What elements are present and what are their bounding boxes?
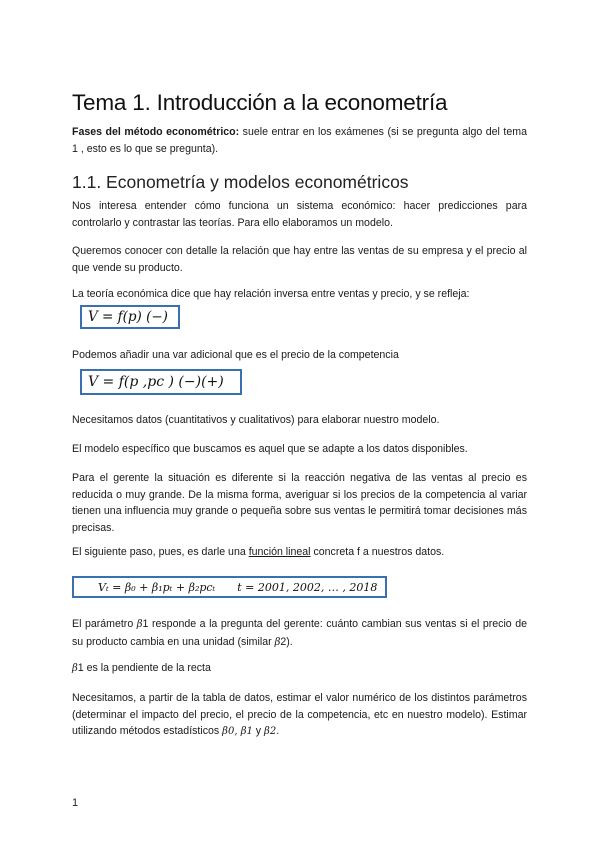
intro-bold-label: Fases del método econométrico: (72, 126, 240, 138)
paragraph-11 (72, 690, 527, 741)
paragraph-5: Necesitamos datos (cuantitativos y cualitativos) para elaborar nuestro modelo. (72, 414, 440, 426)
linear-model-time-range: t = 2001, 2002, … , 2018 (237, 580, 378, 594)
paragraph-10 (72, 660, 527, 678)
paragraph-4: Podemos añadir una var adicional que es el precio de la competencia (72, 349, 399, 361)
paragraph-8-text-b: concreta f a nuestros datos. (310, 546, 445, 558)
section-title: 1.1. Econometría y modelos econométricos (72, 172, 409, 192)
paragraph-11-conj: y (252, 725, 265, 737)
page-number: 1 (72, 797, 79, 809)
paragraph-6: El modelo específico que buscamos es aquel que se adapte a los datos disponibles. (72, 443, 468, 455)
paragraph-1: Nos interesa entender cómo funciona un sistema económico: hacer predicciones para controlarlo y contrastar las teorías. Para ello elaboramos un modelo. (72, 200, 527, 229)
linear-model-equation: Vₜ = β₀ + β₁pₜ + β₂pcₜ (98, 580, 216, 594)
linear-function-link[interactable]: función lineal (248, 546, 311, 558)
intro-text: suele entrar en los exámenes (si se pregunta algo del tema 1 , esto es lo que se pregunta). (72, 126, 527, 155)
beta-symbol: β (274, 636, 281, 648)
paragraph-9-text-c: 2). (280, 635, 293, 648)
paragraph-2: Queremos conocer con detalle la relación que hay entre las ventas de su empresa y el precio al que vende su producto. (72, 245, 527, 274)
paragraph-9 (72, 616, 527, 651)
intro-paragraph (72, 124, 527, 157)
formula-box-linear-model (72, 576, 387, 598)
paragraph-3: La teoría económica dice que hay relación inversa entre ventas y precio, y se refleja: (72, 288, 470, 300)
paragraph-11-end: . (276, 725, 280, 737)
beta-symbol: β (136, 619, 143, 630)
paragraph-8 (72, 544, 527, 561)
paragraph-9-text-a: El parámetro (72, 618, 137, 630)
paragraph-10-text: 1 es la pendiente de la recta (77, 662, 211, 674)
beta0-symbol: β0, (222, 726, 241, 737)
formula-box-demand-competition: V = f(p ,pc ) (−)(+) (80, 369, 242, 395)
formula-box-demand: V = f(p) (−) (80, 305, 180, 329)
beta2-symbol: β2 (264, 726, 277, 737)
paragraph-8-text-a: El siguiente paso, pues, es darle una (72, 546, 249, 558)
paragraph-7: Para el gerente la situación es diferente si la reacción negativa de las ventas al precio es reducida o muy grande. De la misma forma, averiguar si los precios de la competencia al variar tienen una influencia muy grande o pequeña sobre sus ventas le permitirá tomar decisiones más precisas. (72, 472, 527, 534)
beta1-symbol: β1 (240, 726, 253, 737)
paragraph-9-text-b: 1 responde a la pregunta del gerente: cuánto cambian sus ventas si el precio de su producto cambia en una unidad (similar (72, 618, 528, 648)
paragraph-11-text: Necesitamos, a partir de la tabla de datos, estimar el valor numérico de los distintos parámetros (determinar el impacto del precio, el precio de la competencia, etc en nuestro modelo). Estimar utilizando métodos estadísticos (72, 692, 527, 737)
page-title: Tema 1. Introducción a la econometría (72, 90, 448, 115)
beta-symbol: β (72, 663, 78, 674)
